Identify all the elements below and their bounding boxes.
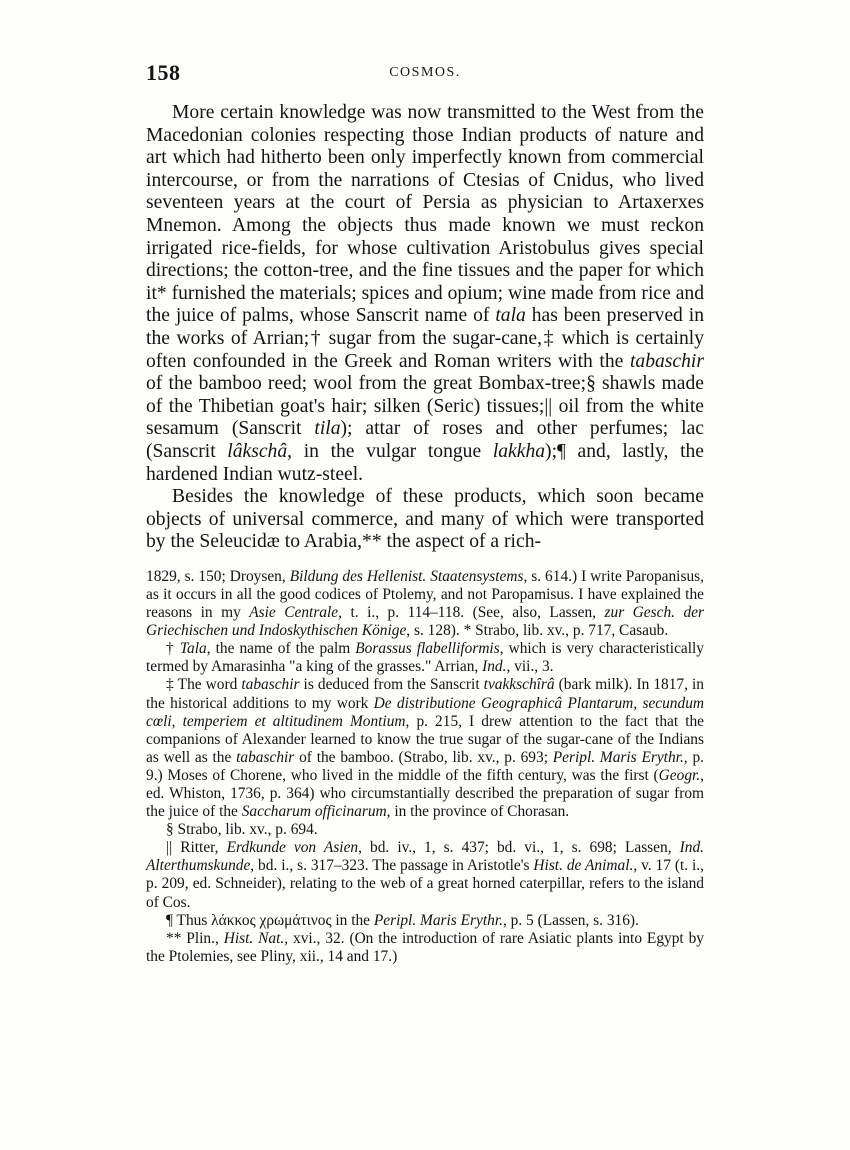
footnote: || Ritter, Erdkunde von Asien, bd. iv., 1, s. 437; bd. vi., 1, s. 698; Lassen, Ind. Alterthumskunde, bd. i., s. 317–323. The passage in Aristotle's Hist. de Animal., v. 17 (t. i., p. 209, ed. Schneider), relating to the web of a great horned caterpillar, refers to the island of Cos. [146, 839, 704, 911]
footnote: ‡ The word tabaschir is deduced from the Sanscrit tvakkschîrâ (bark milk). In 1817, in the historical additions to my work De distributione Geographicâ Plantarum, secundum cœli, temperiem et altitudinem Montium, p. 215, I drew attention to the fact that the companions of Alexander learned to know the true sugar of the sugar-cane of the Indians as well as the tabaschir of the bamboo. (Strabo, lib. xv., p. 693; Peripl. Maris Erythr., p. 9.) Moses of Chorene, who lived in the middle of the fifth century, was the first (Geogr., ed. Whiston, 1736, p. 364) who circumstantially described the preparation of sugar from the juice of the Saccharum officinarum, in the province of Chorasan. [146, 676, 705, 821]
footnote: ** Plin., Hist. Nat., xvi., 32. (On the introduction of rare Asiatic plants into Egypt by the Ptolemies, see Pliny, xii., 14 and 17.) [146, 929, 705, 965]
paragraph: Besides the knowledge of these products, which soon became objects of universal commerce, and many of which were transported by the Seleucidæ to Arabia,** the aspect of a rich- [146, 486, 704, 553]
page-number: 158 [146, 60, 181, 85]
footnote-continuation: 1829, s. 150; Droysen, Bildung des Hellenist. Staatensystems, s. 614.) I write Paropanisus, as it occurs in all the good codices of Ptolemy, and not Paropamisus. I have explained the reasons in my Asie Centrale, t. i., p. 114–118. (See, also, Lassen, zur Gesch. der Griechischen und Indoskythischen Könige, s. 128). * Strabo, lib. xv., p. 717, Casaub. [146, 567, 704, 640]
main-text [146, 102, 704, 554]
book-page [146, 60, 704, 966]
running-title: COSMOS. [389, 65, 461, 80]
running-head [146, 60, 704, 88]
paragraph: More certain knowledge was now transmitted to the West from the Macedonian colonies respecting those Indian products of nature and art which had hitherto been only imperfectly known from commercial intercourse, or from the narrations of Ctesias of Cnidus, who lived seventeen years at the court of Persia as physician to Artaxerxes Mnemon. Among the objects thus made known we must reckon irrigated rice-fields, for whose cultivation Aristobulus gives special directions; the cotton-tree, and the fine tissues and the paper for which it* furnished the materials; spices and opium; wine made from rice and the juice of palms, whose Sanscrit name of tala has been preserved in the works of Arrian;† sugar from the sugar-cane,‡ which is certainly often confounded in the Greek and Roman writers with the tabaschir of the bamboo reed; wool from the great Bombax-tree;§ shawls made of the Thibetian goat's hair; silken (Seric) tissues;|| oil from the white sesamum (Sanscrit tila); attar of roses and other perfumes; lac (Sanscrit lâkschâ, in the vulgar tongue lakkha);¶ and, lastly, the hardened Indian wutz-steel. [146, 102, 705, 485]
footnotes [146, 568, 704, 966]
footnote: ¶ Thus λάκκος χρωμάτινος in the Peripl. Maris Erythr., p. 5 (Lassen, s. 316). [166, 911, 639, 929]
footnote: § Strabo, lib. xv., p. 694. [166, 821, 318, 839]
footnote: † Tala, the name of the palm Borassus flabelliformis, which is very characteristically termed by Amarasinha "a king of the grasses." Arrian, Ind., vii., 3. [146, 640, 704, 676]
